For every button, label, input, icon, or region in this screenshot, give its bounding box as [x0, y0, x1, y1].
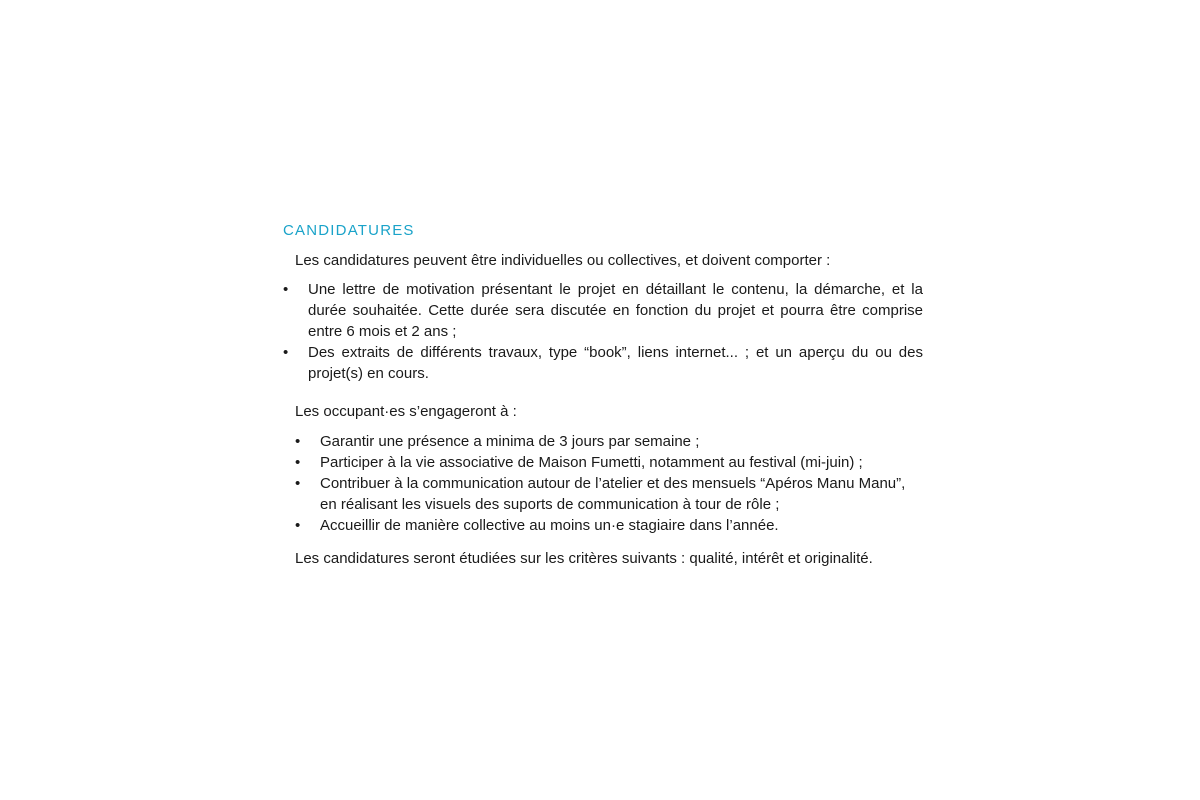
list-item — [283, 452, 923, 473]
occupants-paragraph: Les occupant·es s’engageront à : — [295, 403, 517, 420]
list-item-text: Des extraits de différents travaux, type “book”, liens internet... ; et un aperçu du ou des projet(s) en cours. — [308, 344, 923, 382]
list-item — [283, 515, 923, 536]
list-item-text: Participer à la vie associative de Maison Fumetti, notamment au festival (mi-juin) ; — [320, 454, 863, 471]
requirements-list — [283, 279, 923, 384]
bullet-icon: • — [295, 475, 301, 492]
list-item — [283, 342, 923, 384]
section-heading: CANDIDATURES — [283, 222, 415, 239]
list-item — [283, 473, 923, 515]
document-page — [283, 220, 923, 569]
list-item-text: Accueillir de manière collective au moins un·e stagiaire dans l’année. — [320, 517, 779, 534]
commitments-list — [283, 431, 923, 536]
bullet-icon: • — [295, 517, 301, 534]
list-item — [283, 431, 923, 452]
bullet-icon: • — [283, 344, 289, 361]
list-item-text: Garantir une présence a minima de 3 jours par semaine ; — [320, 433, 700, 450]
bullet-icon: • — [295, 454, 301, 471]
intro-paragraph: Les candidatures peuvent être individuelles ou collectives, et doivent comporter : — [295, 252, 831, 269]
bullet-icon: • — [295, 433, 301, 450]
list-item — [283, 279, 923, 342]
bullet-icon: • — [283, 281, 289, 298]
list-item-text: Contribuer à la communication autour de l’atelier et des mensuels “Apéros Manu Manu”, en réalisant les visuels des suports de communication à tour de rôle ; — [320, 475, 906, 513]
list-item-text: Une lettre de motivation présentant le projet en détaillant le contenu, la démarche, et la durée souhaitée. Cette durée sera discutée en fonction du projet et pourra être comprise entre 6 mois et 2 ans ; — [308, 281, 923, 340]
criteria-paragraph: Les candidatures seront étudiées sur les critères suivants : qualité, intérêt et originalité. — [295, 550, 873, 567]
